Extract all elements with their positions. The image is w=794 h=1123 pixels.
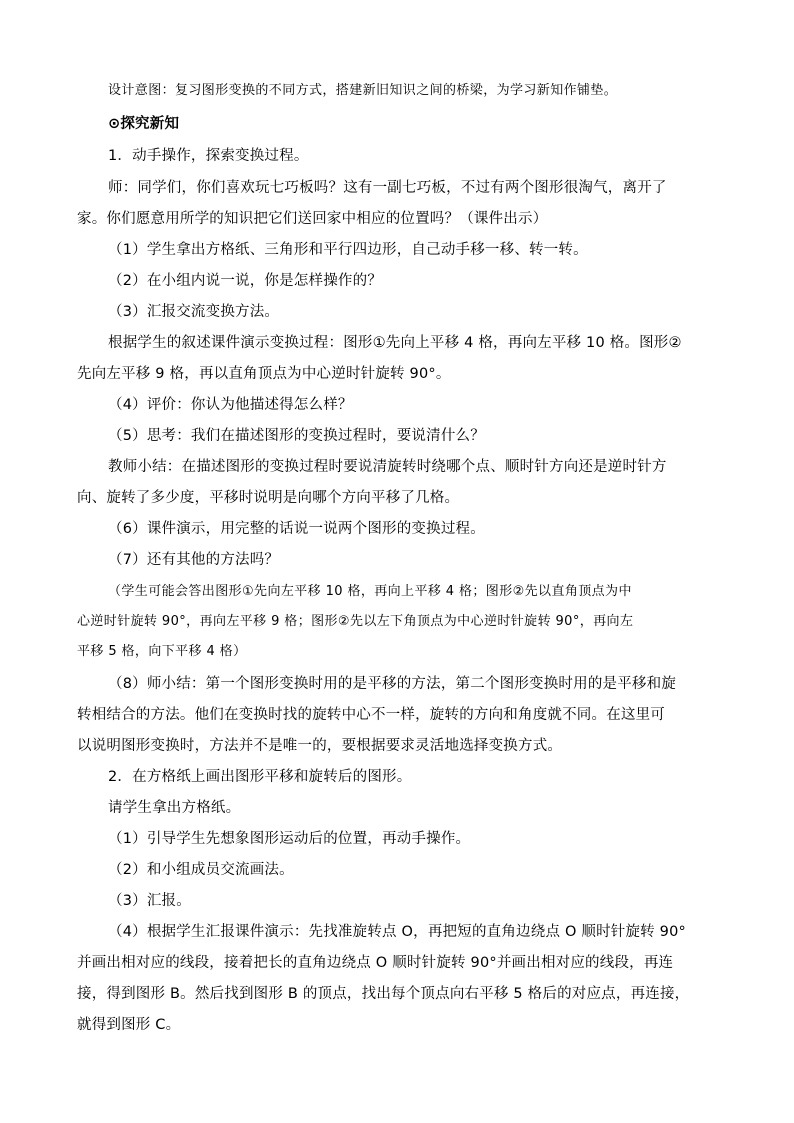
design-intent-text: 设计意图：复习图形变换的不同方式，搭建新旧知识之间的桥梁，为学习新知作铺垫。 bbox=[108, 83, 618, 98]
paragraph-line: 先向左平移 9 格，再以直角顶点为中心逆时针旋转 90°。 bbox=[77, 366, 451, 382]
paragraph-line: 心逆时针旋转 90°，再向左平移 9 格；图形②先以左下角顶点为中心逆时针旋转 90°，再向左 bbox=[77, 614, 634, 629]
paragraph-line: 教师小结：在描述图形的变换过程时要说清旋转时绕哪个点、顺时针方向还是逆时针方 bbox=[108, 459, 667, 475]
paragraph-line: 并画出相对应的线段，接着把长的直角边绕点 O 顺时针旋转 90°并画出相对应的线段，再连 bbox=[77, 955, 674, 971]
paragraph-line: 根据学生的叙述课件演示变换过程：图形①先向上平移 4 格，再向左平移 10 格。图形② bbox=[108, 335, 682, 351]
list-item: （2）在小组内说一说，你是怎样操作的？ bbox=[108, 273, 383, 289]
paragraph-line: 向、旋转了多少度，平移时说明是向哪个方向平移了几格。 bbox=[77, 490, 460, 506]
list-item: （4）评价：你认为他描述得怎么样？ bbox=[108, 397, 353, 413]
paragraph-line: 以说明图形变换时，方法并不是唯一的，要根据要求灵活地选择变换方式。 bbox=[77, 738, 563, 754]
list-item: （1）学生拿出方格纸、三角形和平行四边形，自己动手移一移、转一转。 bbox=[108, 242, 588, 258]
list-item: （8）师小结：第一个图形变换时用的是平移的方法，第二个图形变换时用的是平移和旋 bbox=[108, 676, 677, 692]
section-heading-explore: ⊙探究新知 bbox=[108, 116, 180, 132]
list-item: （3）汇报交流变换方法。 bbox=[108, 304, 280, 320]
paragraph-line: 转相结合的方法。他们在变换时找的旋转中心不一样，旋转的方向和角度就不同。在这里可 bbox=[77, 707, 665, 723]
paragraph-line: 接，得到图形 B。然后找到图形 B 的顶点，找出每个顶点向右平移 5 格后的对应点，再连接， bbox=[77, 986, 690, 1002]
list-item: （2）和小组成员交流画法。 bbox=[108, 862, 294, 878]
list-item: （7）还有其他的方法吗？ bbox=[108, 552, 280, 568]
list-item: （1）引导学生先想象图形运动后的位置，再动手操作。 bbox=[108, 831, 471, 847]
paragraph-line: 家。你们愿意用所学的知识把它们送回家中相应的位置吗？（课件出示） bbox=[77, 211, 548, 227]
list-item: （3）汇报。 bbox=[108, 893, 191, 909]
paragraph-line: 平移 5 格，向下平移 4 格） bbox=[77, 644, 247, 659]
list-item: （4）根据学生汇报课件演示：先找准旋转点 O，再把短的直角边绕点 O 顺时针旋转 90° bbox=[108, 924, 686, 940]
step-heading-1: 1．动手操作，探索变换过程。 bbox=[108, 148, 309, 164]
paragraph-line: 就得到图形 C。 bbox=[77, 1017, 181, 1033]
paragraph-line: （学生可能会答出图形①先向左平移 10 格，再向上平移 4 格；图形②先以直角顶点为中 bbox=[108, 584, 632, 599]
step-heading-2: 2．在方格纸上画出图形平移和旋转后的图形。 bbox=[108, 769, 412, 785]
list-item: （5）思考：我们在描述图形的变换过程时，要说清什么？ bbox=[108, 428, 485, 444]
paragraph-line: 请学生拿出方格纸。 bbox=[108, 800, 241, 816]
paragraph-line: 师：同学们，你们喜欢玩七巧板吗？这有一副七巧板，不过有两个图形很淘气，离开了 bbox=[108, 180, 667, 196]
list-item: （6）课件演示，用完整的话说一说两个图形的变换过程。 bbox=[108, 521, 485, 537]
